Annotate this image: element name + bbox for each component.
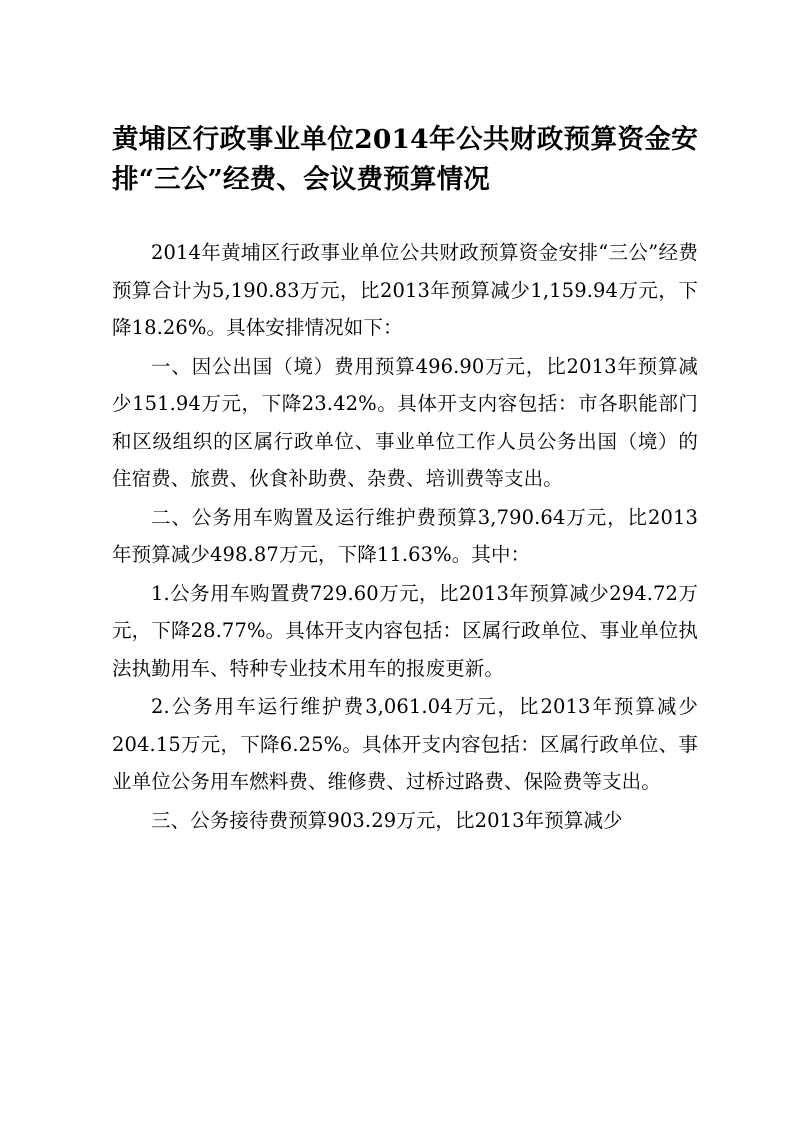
paragraph-section-two: 二、公务用车购置及运行维护费预算3,790.64万元，比2013年预算减少498.87万元，下降11.63%。其中： [112, 505, 698, 566]
paragraph-section-one: 一、因公出国（境）费用预算496.90万元，比2013年预算减少151.94万元，下降23.42%。具体开支内容包括：市各职能部门和区级组织的区属行政单位、事业单位工作人员公务出国（境）的住宿费、旅费、伙食补助费、杂费、培训费等支出。 [112, 354, 698, 490]
paragraph-item-two: 2.公务用车运行维护费3,061.04万元，比2013年预算减少204.15万元，下降6.25%。具体开支内容包括：区属行政单位、事业单位公务用车燃料费、维修费、过桥过路费、保险费等支出。 [112, 695, 698, 793]
paragraph-item-one: 1.公务用车购置费729.60万元，比2013年预算减少294.72万元，下降28.77%。具体开支内容包括：区属行政单位、事业单位执法执勤用车、特种专业技术用车的报废更新。 [112, 581, 698, 680]
document-body [112, 234, 698, 839]
page-title: 黄埔区行政事业单位2014年公共财政预算资金安排“三公”经费、会议费预算情况 [112, 124, 698, 195]
paragraph-summary: 2014年黄埔区行政事业单位公共财政预算资金安排“三公”经费预算合计为5,190.83万元，比2013年预算减少1,159.94万元，下降18.26%。具体安排情况如下： [112, 241, 698, 339]
paragraph-section-three: 三、公务接待费预算903.29万元，比2013年预算减少 [151, 808, 623, 832]
